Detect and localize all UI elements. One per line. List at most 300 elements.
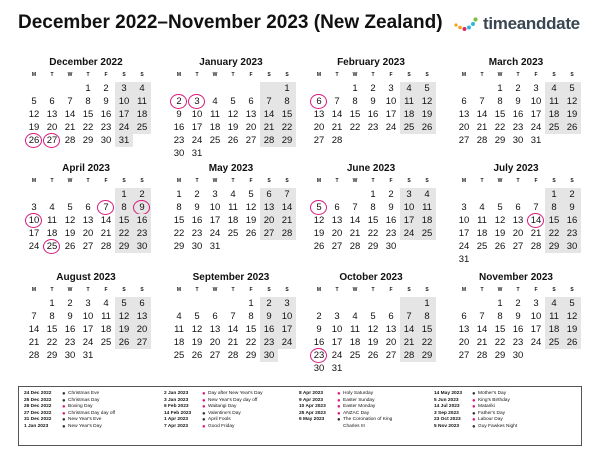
- calendar-day[interactable]: 16: [100, 109, 112, 120]
- calendar-day[interactable]: 24: [385, 122, 397, 133]
- calendar-day[interactable]: 24: [209, 228, 221, 239]
- calendar-day[interactable]: 7: [67, 96, 73, 107]
- calendar-day[interactable]: 7: [400, 310, 418, 323]
- calendar-day[interactable]: 31: [530, 135, 542, 146]
- calendar-day[interactable]: 1: [115, 188, 133, 201]
- calendar-day[interactable]: 2: [103, 83, 109, 94]
- calendar-day[interactable]: 22: [494, 337, 506, 348]
- holiday-day[interactable]: 3: [188, 95, 206, 108]
- calendar-day[interactable]: 26: [494, 241, 506, 252]
- calendar-day[interactable]: 15: [115, 214, 133, 227]
- calendar-day[interactable]: 14: [227, 324, 239, 335]
- calendar-day[interactable]: 24: [82, 337, 94, 348]
- calendar-day[interactable]: 31: [331, 363, 343, 374]
- calendar-day[interactable]: 28: [227, 350, 239, 361]
- calendar-day[interactable]: 22: [245, 337, 257, 348]
- calendar-day[interactable]: 21: [28, 337, 40, 348]
- calendar-day[interactable]: 20: [260, 214, 278, 227]
- calendar-day[interactable]: 21: [476, 122, 488, 133]
- calendar-day[interactable]: 17: [400, 214, 418, 227]
- calendar-day[interactable]: 19: [563, 323, 581, 336]
- calendar-day[interactable]: 17: [82, 324, 94, 335]
- calendar-day[interactable]: 17: [278, 323, 296, 336]
- holiday-day[interactable]: 14: [527, 214, 545, 227]
- calendar-day[interactable]: 6: [49, 96, 55, 107]
- calendar-day[interactable]: 19: [313, 228, 325, 239]
- calendar-day[interactable]: 21: [260, 121, 278, 134]
- calendar-day[interactable]: 25: [418, 227, 436, 240]
- calendar-day[interactable]: 18: [209, 122, 221, 133]
- calendar-day[interactable]: 3: [85, 298, 91, 309]
- holiday-day[interactable]: 10: [25, 214, 43, 227]
- calendar-day[interactable]: 14: [349, 215, 361, 226]
- calendar-day[interactable]: 30: [313, 363, 325, 374]
- calendar-day[interactable]: 4: [545, 82, 563, 95]
- calendar-day[interactable]: 10: [278, 310, 296, 323]
- calendar-day[interactable]: 7: [260, 95, 278, 108]
- calendar-day[interactable]: 23: [100, 122, 112, 133]
- calendar-day[interactable]: 7: [230, 311, 236, 322]
- calendar-day[interactable]: 17: [115, 108, 133, 121]
- calendar-day[interactable]: 11: [174, 324, 184, 335]
- calendar-day[interactable]: 3: [334, 311, 340, 322]
- calendar-day[interactable]: 12: [563, 95, 581, 108]
- calendar-day[interactable]: 3: [400, 188, 418, 201]
- calendar-day[interactable]: 25: [227, 228, 239, 239]
- calendar-day[interactable]: 8: [418, 310, 436, 323]
- calendar-day[interactable]: 6: [388, 311, 394, 322]
- calendar-day[interactable]: 11: [101, 311, 111, 322]
- calendar-day[interactable]: 5: [370, 311, 376, 322]
- calendar-day[interactable]: 4: [479, 202, 485, 213]
- calendar-day[interactable]: 1: [49, 298, 55, 309]
- calendar-day[interactable]: 31: [115, 134, 133, 147]
- calendar-day[interactable]: 18: [100, 324, 112, 335]
- calendar-day[interactable]: 20: [385, 337, 397, 348]
- calendar-day[interactable]: 11: [210, 109, 220, 120]
- calendar-day[interactable]: 5: [563, 297, 581, 310]
- calendar-day[interactable]: 13: [385, 324, 397, 335]
- calendar-day[interactable]: 28: [476, 135, 488, 146]
- calendar-day[interactable]: 8: [497, 96, 503, 107]
- calendar-day[interactable]: 27: [458, 350, 470, 361]
- calendar-day[interactable]: 26: [227, 135, 239, 146]
- calendar-day[interactable]: 8: [545, 201, 563, 214]
- calendar-day[interactable]: 31: [191, 148, 203, 159]
- calendar-day[interactable]: 2: [260, 297, 278, 310]
- calendar-day[interactable]: 10: [209, 202, 221, 213]
- calendar-day[interactable]: 5: [31, 96, 37, 107]
- calendar-day[interactable]: 16: [563, 214, 581, 227]
- calendar-day[interactable]: 4: [352, 311, 358, 322]
- calendar-day[interactable]: 3: [388, 83, 394, 94]
- calendar-day[interactable]: 17: [530, 109, 542, 120]
- calendar-day[interactable]: 17: [191, 122, 203, 133]
- calendar-day[interactable]: 2: [194, 189, 200, 200]
- calendar-day[interactable]: 11: [545, 310, 563, 323]
- calendar-day[interactable]: 8: [370, 202, 376, 213]
- calendar-day[interactable]: 27: [458, 135, 470, 146]
- calendar-day[interactable]: 26: [245, 228, 257, 239]
- calendar-day[interactable]: 25: [545, 336, 563, 349]
- calendar-day[interactable]: 22: [367, 228, 379, 239]
- calendar-day[interactable]: 19: [227, 122, 239, 133]
- calendar-day[interactable]: 2: [515, 298, 521, 309]
- calendar-day[interactable]: 2: [563, 188, 581, 201]
- calendar-day[interactable]: 29: [494, 350, 506, 361]
- holiday-day[interactable]: 25: [43, 240, 61, 253]
- calendar-day[interactable]: 12: [367, 324, 379, 335]
- calendar-day[interactable]: 8: [85, 96, 91, 107]
- calendar-day[interactable]: 18: [476, 228, 488, 239]
- holiday-day[interactable]: 2: [170, 95, 188, 108]
- calendar-day[interactable]: 17: [458, 228, 470, 239]
- calendar-day[interactable]: 2: [515, 83, 521, 94]
- calendar-day[interactable]: 2: [316, 311, 322, 322]
- calendar-day[interactable]: 13: [458, 109, 470, 120]
- calendar-day[interactable]: 14: [28, 324, 40, 335]
- calendar-day[interactable]: 26: [563, 121, 581, 134]
- calendar-day[interactable]: 30: [512, 135, 524, 146]
- calendar-day[interactable]: 9: [260, 310, 278, 323]
- calendar-day[interactable]: 23: [563, 227, 581, 240]
- calendar-day[interactable]: 20: [46, 122, 58, 133]
- calendar-day[interactable]: 10: [115, 95, 133, 108]
- calendar-day[interactable]: 21: [227, 337, 239, 348]
- calendar-day[interactable]: 10: [530, 96, 542, 107]
- calendar-day[interactable]: 4: [133, 82, 151, 95]
- calendar-day[interactable]: 11: [418, 201, 436, 214]
- holiday-day[interactable]: 27: [43, 134, 61, 147]
- calendar-day[interactable]: 28: [476, 350, 488, 361]
- calendar-day[interactable]: 27: [512, 241, 524, 252]
- calendar-day[interactable]: 9: [515, 96, 521, 107]
- calendar-day[interactable]: 19: [191, 337, 203, 348]
- calendar-day[interactable]: 23: [133, 227, 151, 240]
- calendar-day[interactable]: 20: [209, 337, 221, 348]
- calendar-day[interactable]: 1: [497, 298, 503, 309]
- calendar-day[interactable]: 12: [313, 215, 325, 226]
- calendar-day[interactable]: 29: [46, 350, 58, 361]
- calendar-day[interactable]: 6: [461, 96, 467, 107]
- calendar-day[interactable]: 14: [260, 108, 278, 121]
- calendar-day[interactable]: 13: [82, 215, 94, 226]
- calendar-day[interactable]: 9: [194, 202, 200, 213]
- calendar-day[interactable]: 5: [115, 297, 133, 310]
- calendar-day[interactable]: 12: [563, 310, 581, 323]
- calendar-day[interactable]: 9: [515, 311, 521, 322]
- calendar-day[interactable]: 29: [418, 349, 436, 362]
- calendar-day[interactable]: 23: [512, 122, 524, 133]
- calendar-day[interactable]: 29: [115, 240, 133, 253]
- calendar-day[interactable]: 30: [191, 241, 203, 252]
- calendar-day[interactable]: 3: [533, 298, 539, 309]
- calendar-day[interactable]: 18: [173, 337, 185, 348]
- calendar-day[interactable]: 22: [173, 228, 185, 239]
- calendar-day[interactable]: 24: [278, 336, 296, 349]
- calendar-day[interactable]: 6: [133, 297, 151, 310]
- calendar-day[interactable]: 1: [176, 189, 182, 200]
- calendar-day[interactable]: 26: [191, 350, 203, 361]
- calendar-day[interactable]: 14: [400, 323, 418, 336]
- calendar-day[interactable]: 24: [458, 241, 470, 252]
- calendar-day[interactable]: 1: [248, 298, 254, 309]
- calendar-day[interactable]: 15: [278, 108, 296, 121]
- calendar-day[interactable]: 4: [49, 202, 55, 213]
- calendar-day[interactable]: 4: [418, 188, 436, 201]
- calendar-day[interactable]: 13: [512, 215, 524, 226]
- calendar-day[interactable]: 23: [64, 337, 76, 348]
- calendar-day[interactable]: 8: [176, 202, 182, 213]
- calendar-day[interactable]: 3: [31, 202, 37, 213]
- calendar-day[interactable]: 20: [512, 228, 524, 239]
- calendar-day[interactable]: 22: [82, 122, 94, 133]
- calendar-day[interactable]: 13: [46, 109, 58, 120]
- calendar-day[interactable]: 29: [545, 240, 563, 253]
- calendar-day[interactable]: 25: [545, 121, 563, 134]
- calendar-day[interactable]: 16: [512, 324, 524, 335]
- calendar-day[interactable]: 22: [46, 337, 58, 348]
- calendar-day[interactable]: 24: [28, 241, 40, 252]
- calendar-day[interactable]: 10: [530, 311, 542, 322]
- calendar-day[interactable]: 4: [103, 298, 109, 309]
- calendar-day[interactable]: 5: [563, 82, 581, 95]
- calendar-day[interactable]: 24: [191, 135, 203, 146]
- calendar-day[interactable]: 31: [209, 241, 221, 252]
- calendar-day[interactable]: 21: [64, 122, 76, 133]
- calendar-day[interactable]: 28: [278, 227, 296, 240]
- calendar-day[interactable]: 29: [367, 241, 379, 252]
- calendar-day[interactable]: 20: [133, 323, 151, 336]
- calendar-day[interactable]: 15: [494, 109, 506, 120]
- calendar-day[interactable]: 31: [82, 350, 94, 361]
- calendar-day[interactable]: 16: [64, 324, 76, 335]
- calendar-day[interactable]: 16: [173, 122, 185, 133]
- calendar-day[interactable]: 7: [533, 202, 539, 213]
- calendar-day[interactable]: 6: [515, 202, 521, 213]
- calendar-day[interactable]: 17: [385, 109, 397, 120]
- calendar-day[interactable]: 1: [370, 189, 376, 200]
- calendar-day[interactable]: 25: [400, 121, 418, 134]
- calendar-day[interactable]: 24: [331, 350, 343, 361]
- calendar-day[interactable]: 19: [418, 108, 436, 121]
- calendar-day[interactable]: 20: [331, 228, 343, 239]
- calendar-day[interactable]: 24: [115, 121, 133, 134]
- calendar-day[interactable]: 15: [367, 215, 379, 226]
- calendar-day[interactable]: 16: [133, 214, 151, 227]
- calendar-day[interactable]: 21: [476, 337, 488, 348]
- calendar-day[interactable]: 7: [479, 311, 485, 322]
- calendar-day[interactable]: 19: [115, 323, 133, 336]
- calendar-day[interactable]: 17: [331, 337, 343, 348]
- calendar-day[interactable]: 1: [352, 83, 358, 94]
- calendar-day[interactable]: 28: [100, 241, 112, 252]
- calendar-day[interactable]: 21: [530, 228, 542, 239]
- calendar-day[interactable]: 2: [370, 83, 376, 94]
- calendar-day[interactable]: 3: [278, 297, 296, 310]
- calendar-day[interactable]: 8: [248, 311, 254, 322]
- calendar-day[interactable]: 23: [512, 337, 524, 348]
- calendar-day[interactable]: 28: [331, 135, 343, 146]
- calendar-day[interactable]: 27: [331, 241, 343, 252]
- calendar-day[interactable]: 28: [260, 134, 278, 147]
- calendar-day[interactable]: 26: [563, 336, 581, 349]
- calendar-day[interactable]: 16: [313, 337, 325, 348]
- calendar-day[interactable]: 28: [530, 241, 542, 252]
- calendar-day[interactable]: 15: [82, 109, 94, 120]
- calendar-day[interactable]: 29: [173, 241, 185, 252]
- calendar-day[interactable]: 24: [400, 227, 418, 240]
- calendar-day[interactable]: 25: [209, 135, 221, 146]
- calendar-day[interactable]: 13: [313, 109, 325, 120]
- calendar-day[interactable]: 24: [530, 337, 542, 348]
- calendar-day[interactable]: 2: [133, 188, 151, 201]
- calendar-day[interactable]: 30: [260, 349, 278, 362]
- calendar-day[interactable]: 14: [476, 109, 488, 120]
- calendar-day[interactable]: 10: [82, 311, 94, 322]
- calendar-day[interactable]: 6: [461, 311, 467, 322]
- calendar-day[interactable]: 15: [418, 323, 436, 336]
- calendar-day[interactable]: 4: [545, 297, 563, 310]
- calendar-day[interactable]: 21: [400, 336, 418, 349]
- calendar-day[interactable]: 30: [563, 240, 581, 253]
- calendar-day[interactable]: 11: [228, 202, 238, 213]
- calendar-day[interactable]: 9: [103, 96, 109, 107]
- calendar-day[interactable]: 6: [85, 202, 91, 213]
- calendar-day[interactable]: 5: [497, 202, 503, 213]
- calendar-day[interactable]: 28: [28, 350, 40, 361]
- holiday-day[interactable]: 26: [25, 134, 43, 147]
- calendar-day[interactable]: 10: [458, 215, 470, 226]
- calendar-day[interactable]: 18: [545, 108, 563, 121]
- calendar-day[interactable]: 7: [278, 188, 296, 201]
- calendar-day[interactable]: 4: [230, 189, 236, 200]
- calendar-day[interactable]: 11: [133, 95, 151, 108]
- calendar-day[interactable]: 20: [458, 337, 470, 348]
- calendar-day[interactable]: 6: [212, 311, 218, 322]
- calendar-day[interactable]: 8: [352, 96, 358, 107]
- calendar-day[interactable]: 25: [476, 241, 488, 252]
- calendar-day[interactable]: 27: [385, 350, 397, 361]
- calendar-day[interactable]: 18: [400, 108, 418, 121]
- calendar-day[interactable]: 27: [82, 241, 94, 252]
- calendar-day[interactable]: 16: [260, 323, 278, 336]
- calendar-day[interactable]: 19: [28, 122, 40, 133]
- calendar-day[interactable]: 27: [133, 336, 151, 349]
- calendar-day[interactable]: 8: [278, 95, 296, 108]
- calendar-day[interactable]: 14: [476, 324, 488, 335]
- calendar-day[interactable]: 5: [230, 96, 236, 107]
- calendar-day[interactable]: 6: [334, 202, 340, 213]
- calendar-day[interactable]: 19: [367, 337, 379, 348]
- calendar-day[interactable]: 13: [209, 324, 221, 335]
- holiday-day[interactable]: 7: [97, 201, 115, 214]
- calendar-day[interactable]: 12: [28, 109, 40, 120]
- calendar-day[interactable]: 8: [115, 201, 133, 214]
- calendar-day[interactable]: 3: [461, 202, 467, 213]
- calendar-day[interactable]: 13: [245, 109, 257, 120]
- calendar-day[interactable]: 19: [494, 228, 506, 239]
- calendar-day[interactable]: 13: [331, 215, 343, 226]
- calendar-day[interactable]: 22: [349, 122, 361, 133]
- calendar-day[interactable]: 19: [64, 228, 76, 239]
- calendar-day[interactable]: 13: [260, 201, 278, 214]
- calendar-day[interactable]: 11: [350, 324, 360, 335]
- calendar-day[interactable]: 11: [400, 95, 418, 108]
- calendar-day[interactable]: 23: [191, 228, 203, 239]
- calendar-day[interactable]: 20: [245, 122, 257, 133]
- calendar-day[interactable]: 30: [385, 241, 397, 252]
- calendar-day[interactable]: 4: [176, 311, 182, 322]
- calendar-day[interactable]: 9: [67, 311, 73, 322]
- calendar-day[interactable]: 30: [64, 350, 76, 361]
- calendar-day[interactable]: 17: [28, 228, 40, 239]
- calendar-day[interactable]: 18: [133, 108, 151, 121]
- calendar-day[interactable]: 11: [47, 215, 57, 226]
- calendar-day[interactable]: 23: [173, 135, 185, 146]
- calendar-day[interactable]: 20: [313, 122, 325, 133]
- calendar-day[interactable]: 15: [545, 214, 563, 227]
- calendar-day[interactable]: 1: [418, 297, 436, 310]
- calendar-day[interactable]: 30: [512, 350, 524, 361]
- calendar-day[interactable]: 7: [479, 96, 485, 107]
- calendar-day[interactable]: 14: [64, 109, 76, 120]
- calendar-day[interactable]: 14: [278, 201, 296, 214]
- calendar-day[interactable]: 14: [331, 109, 343, 120]
- calendar-day[interactable]: 9: [370, 96, 376, 107]
- calendar-day[interactable]: 15: [173, 215, 185, 226]
- calendar-day[interactable]: 2: [67, 298, 73, 309]
- calendar-day[interactable]: 27: [260, 227, 278, 240]
- calendar-day[interactable]: 8: [49, 311, 55, 322]
- calendar-day[interactable]: 5: [418, 82, 436, 95]
- calendar-day[interactable]: 12: [115, 310, 133, 323]
- calendar-day[interactable]: 18: [46, 228, 58, 239]
- calendar-day[interactable]: 25: [349, 350, 361, 361]
- calendar-day[interactable]: 9: [563, 201, 581, 214]
- calendar-day[interactable]: 22: [115, 227, 133, 240]
- calendar-day[interactable]: 1: [85, 83, 91, 94]
- calendar-day[interactable]: 28: [400, 349, 418, 362]
- calendar-day[interactable]: 12: [227, 109, 239, 120]
- calendar-day[interactable]: 20: [458, 122, 470, 133]
- timeanddate-logo[interactable]: [454, 14, 580, 34]
- calendar-day[interactable]: 7: [31, 311, 37, 322]
- calendar-day[interactable]: 13: [458, 324, 470, 335]
- calendar-day[interactable]: 15: [245, 324, 257, 335]
- calendar-day[interactable]: 21: [100, 228, 112, 239]
- holiday-day[interactable]: 5: [310, 201, 328, 214]
- calendar-day[interactable]: 7: [334, 96, 340, 107]
- calendar-day[interactable]: 9: [388, 202, 394, 213]
- calendar-day[interactable]: 5: [248, 189, 254, 200]
- calendar-day[interactable]: 23: [260, 336, 278, 349]
- calendar-day[interactable]: 1: [278, 82, 296, 95]
- calendar-day[interactable]: 29: [245, 350, 257, 361]
- calendar-day[interactable]: 30: [133, 240, 151, 253]
- calendar-day[interactable]: 16: [385, 215, 397, 226]
- calendar-day[interactable]: 19: [245, 215, 257, 226]
- calendar-day[interactable]: 9: [176, 109, 182, 120]
- calendar-day[interactable]: 17: [530, 324, 542, 335]
- calendar-day[interactable]: 22: [494, 122, 506, 133]
- calendar-day[interactable]: 22: [545, 227, 563, 240]
- calendar-day[interactable]: 18: [418, 214, 436, 227]
- calendar-day[interactable]: 6: [248, 96, 254, 107]
- calendar-day[interactable]: 5: [67, 202, 73, 213]
- calendar-day[interactable]: 28: [64, 135, 76, 146]
- calendar-day[interactable]: 13: [133, 310, 151, 323]
